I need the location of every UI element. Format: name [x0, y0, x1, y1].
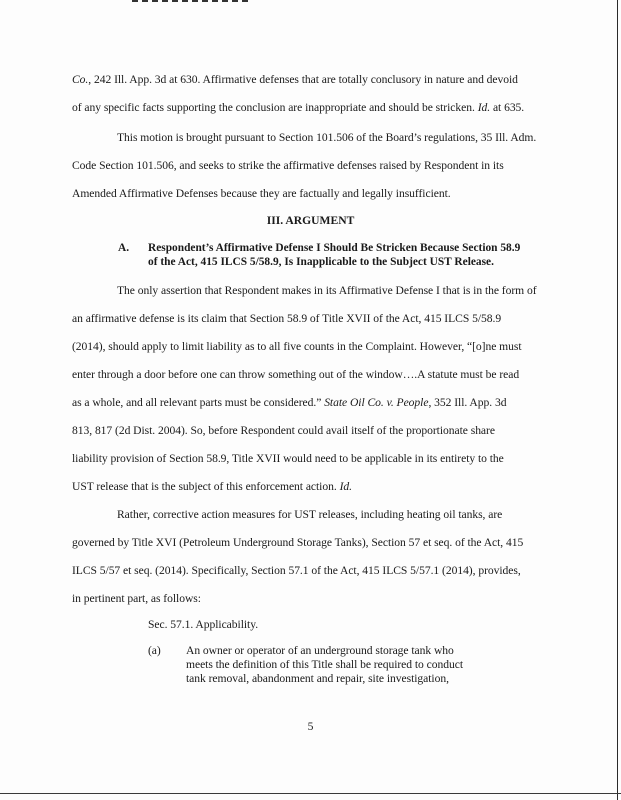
- text-span: at 635.: [492, 101, 525, 114]
- paragraph-3-line-3: (2014), should apply to limit liability as to all five counts in the Complaint. However, “[o]ne must: [72, 340, 522, 353]
- text-span: as a whole, and all relevant parts must be considered.”: [72, 396, 322, 409]
- subsection-title-line-2: of the Act, 415 ILCS 5/58.9, Is Inapplicable to the Subject UST Release.: [148, 256, 494, 268]
- text-span: UST release that is the subject of this enforcement action.: [72, 480, 337, 493]
- block-quote-item-label: (a): [148, 644, 161, 657]
- paragraph-2-line-1: This motion is brought pursuant to Section 101.506 of the Board’s regulations, 35 Ill. Adm.: [117, 131, 537, 144]
- text-span: , 242 Ill. App. 3d at 630. Affirmative defenses that are totally conclusory in nature and devoid: [88, 73, 518, 86]
- case-name-fragment: Co.: [72, 73, 89, 86]
- page-edge-right: [617, 0, 618, 800]
- block-quote-line-1: An owner or operator of an underground storage tank who: [186, 644, 454, 657]
- paragraph-3-line-6: 813, 817 (2d Dist. 2004). So, before Respondent could avail itself of the proportionate share: [72, 424, 495, 437]
- paragraph-4-line-2: governed by Title XVI (Petroleum Underground Storage Tanks), Section 57 et seq. of the Act, 415: [72, 536, 524, 549]
- scan-artifact: [132, 0, 250, 2]
- paragraph-1-line-1: [72, 73, 518, 87]
- paragraph-4-line-4: in pertinent part, as follows:: [72, 592, 201, 605]
- paragraph-3-line-5: [72, 396, 506, 410]
- section-heading: III. ARGUMENT: [266, 214, 355, 227]
- paragraph-4-line-3: ILCS 5/57 et seq. (2014). Specifically, Section 57.1 of the Act, 415 ILCS 5/57.1 (2014), provides,: [72, 564, 521, 577]
- page-number: 5: [307, 720, 314, 733]
- paragraph-3-line-2: an affirmative defense is its claim that Section 58.9 of Title XVII of the Act, 415 ILCS 5/58.9: [72, 312, 502, 325]
- id-citation: Id.: [339, 480, 352, 493]
- paragraph-1-line-2: [72, 101, 524, 115]
- page-edge-bottom: [0, 793, 621, 794]
- paragraph-3-line-8: [72, 480, 352, 494]
- block-quote-line-3: tank removal, abandonment and repair, site investigation,: [186, 672, 449, 685]
- block-quote-title: Sec. 57.1. Applicability.: [148, 618, 259, 631]
- block-quote-line-2: meets the definition of this Title shall be required to conduct: [186, 658, 463, 671]
- id-citation: Id.: [477, 101, 491, 114]
- text-span: of any specific facts supporting the conclusion are inappropriate and should be stricken.: [72, 101, 475, 114]
- paragraph-3-line-7: liability provision of Section 58.9, Title XVII would need to be applicable in its entirety to the: [72, 452, 504, 465]
- case-citation: State Oil Co. v. People: [324, 396, 429, 409]
- subsection-title-line-1: Respondent’s Affirmative Defense I Should Be Stricken Because Section 58.9: [148, 242, 521, 254]
- paragraph-4-line-1: Rather, corrective action measures for UST releases, including heating oil tanks, are: [117, 508, 503, 521]
- subsection-letter: A.: [118, 242, 130, 254]
- paragraph-3-line-4: enter through a door before one can throw something out of the window….A statute must be read: [72, 368, 520, 381]
- text-span: , 352 Ill. App. 3d: [428, 396, 507, 409]
- paragraph-3-line-1: The only assertion that Respondent makes in its Affirmative Defense I that is in the form of: [117, 284, 537, 297]
- paragraph-2-line-2: Code Section 101.506, and seeks to strike the affirmative defenses raised by Respondent in its: [72, 159, 504, 172]
- paragraph-2-line-3: Amended Affirmative Defenses because they are factually and legally insufficient.: [72, 187, 451, 200]
